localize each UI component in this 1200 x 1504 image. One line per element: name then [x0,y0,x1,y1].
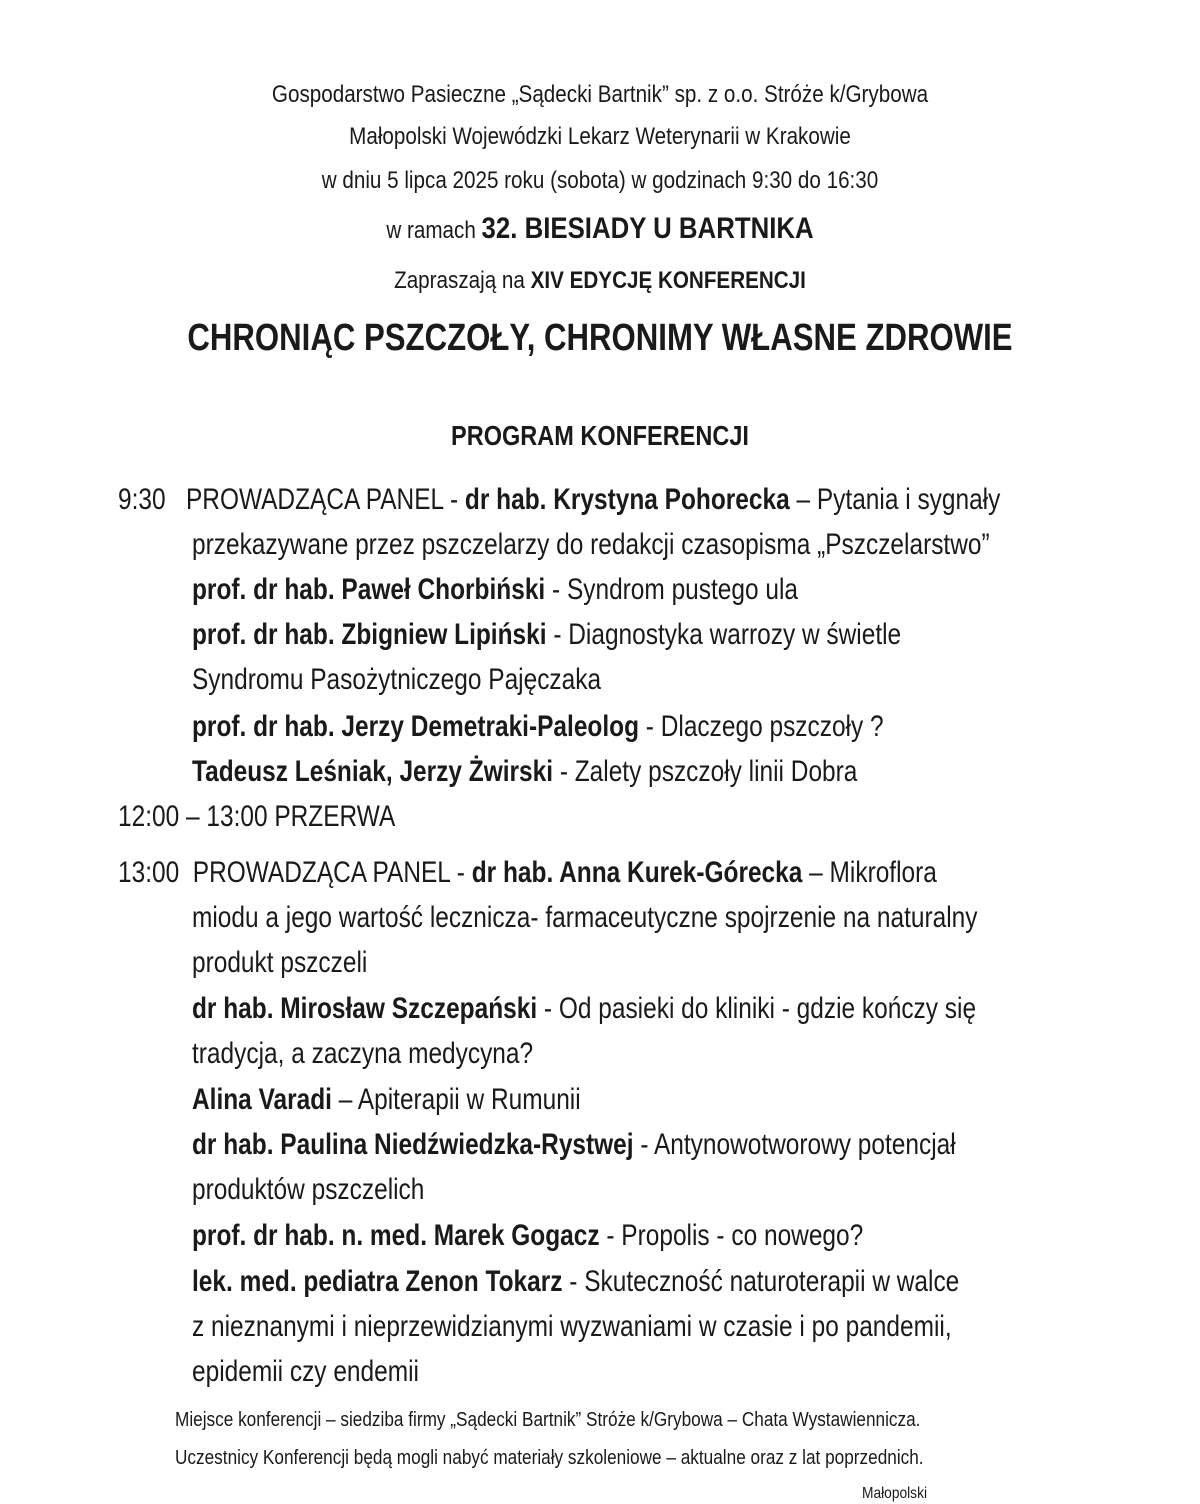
talk-item [192,1123,956,1167]
talk-item [192,705,884,749]
talk-topic: – Apiterapii w Rumunii [331,1083,581,1116]
moderator-name: dr hab. Krystyna Pohorecka [464,483,790,516]
program-heading: PROGRAM KONFERENCJI [451,420,749,451]
talk-topic: - Dlaczego pszczoły ? [639,710,884,743]
cut-off-text: Małopolski [862,1485,928,1502]
talk-item [192,750,857,794]
talk-topic: - Diagnostyka warrozy w świetle [546,618,902,651]
speaker-name: dr hab. Paulina Niedźwiedzka-Rystwej [192,1128,634,1161]
date-line: w dniu 5 lipca 2025 roku (sobota) w godzinach 9:30 do 16:30 [321,167,879,194]
talk-topic-cont: z nieznanymi i nieprzewidzianymi wyzwaniami w czasie i po pandemii, [192,1310,952,1343]
session-time: 9:30 [118,483,166,516]
talk-topic-cont: produktów pszczelich [192,1173,425,1206]
session-1-header [118,478,1000,522]
conference-edition: XIV EDYCJĘ KONFERENCJI [530,267,806,294]
speaker-name: Tadeusz Leśniak, Jerzy Żwirski [192,755,554,788]
session-time: 13:00 [118,856,180,889]
break-line: 12:00 – 13:00 PRZERWA [118,800,396,833]
speaker-name: lek. med. pediatra Zenon Tokarz [192,1265,563,1298]
talk-item [192,568,798,612]
venue-note: Miejsce konferencji – siedziba firmy „Sądecki Bartnik” Stróże k/Grybowa – Chata Wystawiennicza. [175,1409,921,1431]
speaker-name: Alina Varadi [192,1083,332,1116]
moderator-talk-cont: produkt pszczeli [192,946,368,979]
talk-topic-cont: epidemii czy endemii [192,1355,419,1388]
moderator-name: dr hab. Anna Kurek-Górecka [471,856,803,889]
conference-title: CHRONIĄC PSZCZOŁY, CHRONIMY WŁASNE ZDROWIE [187,317,1013,359]
speaker-name: prof. dr hab. Jerzy Demetraki-Paleolog [192,710,640,743]
materials-note: Uczestnicy Konferencji będą mogli nabyć materiały szkoleniowe – aktualne oraz z lat poprzednich. [175,1447,924,1469]
speaker-name: prof. dr hab. n. med. Marek Gogacz [192,1219,600,1252]
moderator-talk-cont: miodu a jego wartość lecznicza- farmaceutyczne spojrzenie na naturalny [192,901,978,934]
talk-item [192,987,976,1031]
talk-topic: - Od pasieki do kliniki - gdzie kończy się [537,992,977,1025]
talk-topic: - Propolis - co nowego? [599,1219,864,1252]
moderator-label: PROWADZĄCA PANEL - [185,483,465,516]
talk-item [192,1078,581,1122]
invite-prefix: Zapraszają na [394,267,531,294]
speaker-name: prof. dr hab. Zbigniew Lipiński [192,618,547,651]
talk-topic: - Zalety pszczoły linii Dobra [553,755,858,788]
talk-item [192,613,901,657]
speaker-name: dr hab. Mirosław Szczepański [192,992,538,1025]
organizer-line-2: Małopolski Wojewódzki Lekarz Weterynarii w Krakowie [349,123,851,150]
talk-topic-cont: tradycja, a zaczyna medycyna? [192,1037,534,1070]
invite-line [84,260,1116,302]
speaker-name: prof. dr hab. Paweł Chorbiński [192,573,546,606]
event-line [84,208,1116,252]
talk-topic: - Syndrom pustego ula [545,573,799,606]
moderator-talk: – Mikroflora [802,856,937,889]
moderator-label: PROWADZĄCA PANEL - [192,856,472,889]
event-name: 32. BIESIADY U BARTNIKA [481,212,814,245]
talk-topic-cont: Syndromu Pasożytniczego Pajęczaka [192,663,602,696]
session-2-header [118,851,937,895]
talk-item [192,1260,959,1304]
moderator-talk: – Pytania i sygnały [789,483,1001,516]
organizer-line-1: Gospodarstwo Pasieczne „Sądecki Bartnik” sp. z o.o. Stróże k/Grybowa [271,81,929,108]
event-prefix: w ramach [386,217,482,244]
talk-topic: - Antynowotworowy potencjał [633,1128,956,1161]
moderator-talk-cont: przekazywane przez pszczelarzy do redakcji czasopisma „Pszczelarstwo” [192,528,990,561]
talk-item [192,1214,863,1258]
talk-topic: - Skuteczność naturoterapii w walce [562,1265,960,1298]
